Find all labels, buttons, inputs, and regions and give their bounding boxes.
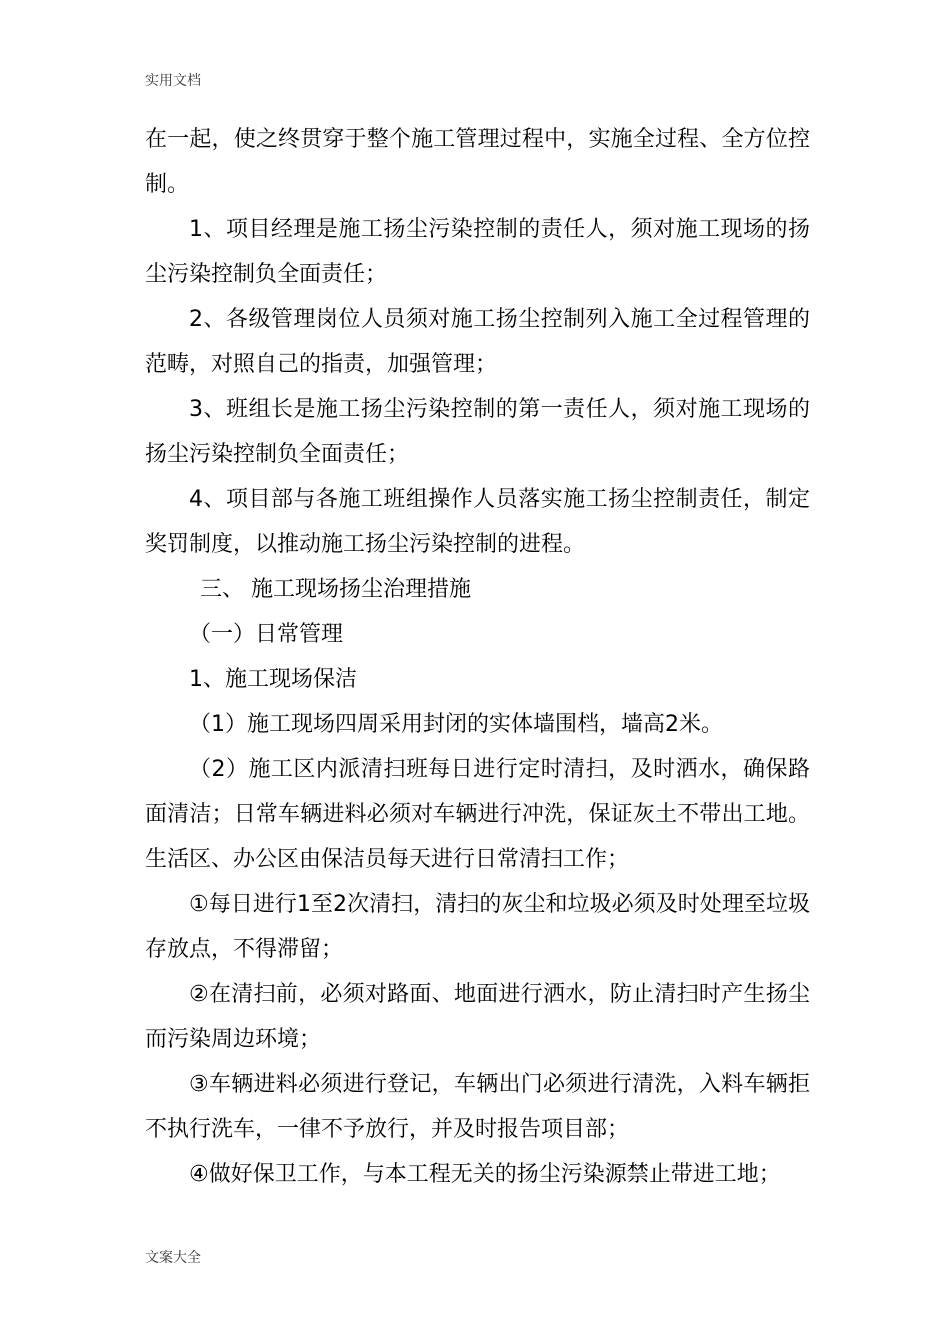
document-body: [145, 117, 810, 1197]
paragraph-circled-3: ③车辆进料必须进行登记，车辆出门必须进行清洗，入料车辆拒不执行洗车，一律不予放行，并及时报告项目部；: [145, 1072, 810, 1142]
paragraph-point-2: （2）施工区内派清扫班每日进行定时清扫，及时洒水，确保路面清洁；日常车辆进料必须对车辆进行冲洗，保证灰土不带出工地。生活区、办公区由保洁员每天进行日常清扫工作；: [145, 757, 810, 872]
paragraph-item-1: 1、项目经理是施工扬尘污染控制的责任人，须对施工现场的扬尘污染控制负全面责任；: [145, 217, 810, 287]
subsection-heading-daily-management: （一）日常管理: [189, 622, 344, 647]
paragraph-circled-2: ②在清扫前，必须对路面、地面进行洒水，防止清扫时产生扬尘而污染周边环境；: [145, 982, 810, 1052]
section-heading-3: 三、 施工现场扬尘治理措施: [200, 577, 471, 602]
page-footer: 文案大全: [145, 1250, 201, 1266]
paragraph-circled-1: ①每日进行1至2次清扫，清扫的灰尘和垃圾必须及时处理至垃圾存放点，不得滞留；: [145, 892, 811, 962]
paragraph-item-4: 4、项目部与各施工班组操作人员落实施工扬尘控制责任，制定奖罚制度，以推动施工扬尘污染控制的进程。: [145, 487, 810, 557]
paragraph-point-1: （1）施工现场四周采用封闭的实体墙围档，墙高2米。: [189, 712, 723, 737]
paragraph-intro-continuation: 在一起，使之终贯穿于整个施工管理过程中，实施全过程、全方位控制。: [145, 127, 810, 197]
subheading-site-cleaning: 1、施工现场保洁: [189, 667, 357, 692]
paragraph-item-2: 2、各级管理岗位人员须对施工扬尘控制列入施工全过程管理的范畴，对照自己的指责，加强管理；: [145, 307, 810, 377]
page-header: 实用文档: [145, 73, 201, 89]
paragraph-circled-4: ④做好保卫工作，与本工程无关的扬尘污染源禁止带进工地；: [189, 1162, 781, 1187]
paragraph-item-3: 3、班组长是施工扬尘污染控制的第一责任人，须对施工现场的扬尘污染控制负全面责任；: [145, 397, 810, 467]
